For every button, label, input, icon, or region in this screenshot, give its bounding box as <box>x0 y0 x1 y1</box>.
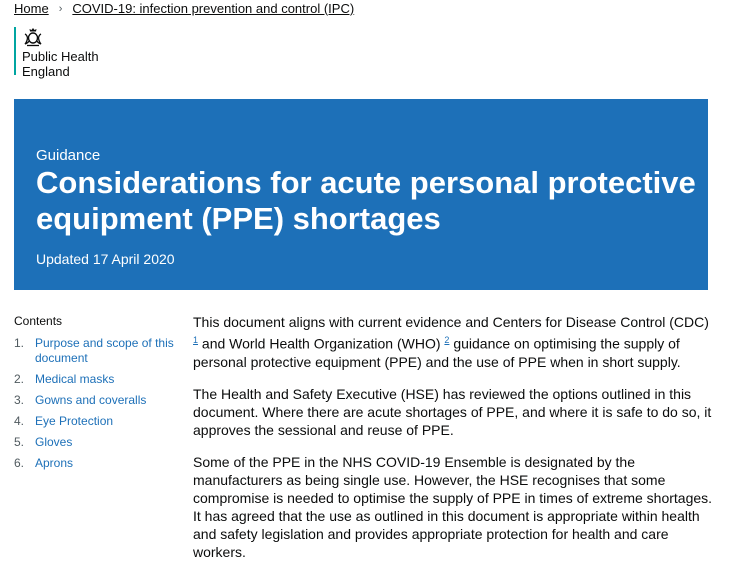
organisation-logo[interactable] <box>14 27 99 79</box>
page-title: Considerations for acute personal protective equipment (PPE) shortages <box>36 165 696 236</box>
chevron-right-icon: › <box>58 2 63 15</box>
breadcrumb-current-link[interactable]: COVID-19: infection prevention and control (IPC) <box>72 1 355 16</box>
list-item: 2. Medical masks <box>14 372 174 387</box>
breadcrumb-home-link[interactable]: Home <box>14 1 49 16</box>
footnote-link-2[interactable]: 2 <box>444 335 450 345</box>
paragraph-hse: The Health and Safety Executive (HSE) has reviewed the options outlined in this document. Where there are acute shortages of PPE, and where it is safe to do so, it approves the sessional and reuse of PPE. <box>193 385 712 438</box>
list-item: 6. Aprons <box>14 456 174 471</box>
title-banner <box>14 99 708 290</box>
paragraph-single-use: Some of the PPE in the NHS COVID-19 Ensemble is designated by the manufacturers as being single use. However, the HSE recognises that some compromise is needed to optimise the supply of PPE in times of extreme shortages. It has agreed that the use as outlined in this document is appropriate within health and safety legislation and provides appropriate protection for health and care workers. <box>193 453 713 560</box>
contents-link-gowns[interactable]: Gowns and coveralls <box>35 393 147 407</box>
contents-link-medical-masks[interactable]: Medical masks <box>35 372 115 386</box>
list-item: 5. Gloves <box>14 435 174 450</box>
list-item: 3. Gowns and coveralls <box>14 393 174 408</box>
body-content <box>193 313 713 575</box>
organisation-name-line1: Public Health <box>22 49 99 64</box>
footnote-link-1[interactable]: 1 <box>193 335 199 345</box>
paragraph-intro: This document aligns with current evidence and Centers for Disease Control (CDC) $^1$ and World Health Organization (WHO) $^2$ guidance on optimising the supply of personal protective equipment (PPE) and the use of PPE when in short supply. <box>193 314 709 370</box>
contents-link-aprons[interactable]: Aprons <box>35 456 74 470</box>
list-item: 4. Eye Protection <box>14 414 174 429</box>
contents-title: Contents <box>14 314 63 328</box>
list-item: 1. Purpose and scope of this document <box>14 336 174 365</box>
breadcrumb <box>14 1 354 16</box>
updated-date: Updated 17 April 2020 <box>36 251 175 267</box>
document-type: Guidance <box>36 147 101 164</box>
organisation-name-line2: England <box>22 64 70 79</box>
contents-link-purpose[interactable]: Purpose and scope of this document <box>35 336 174 365</box>
contents-link-eye-protection[interactable]: Eye Protection <box>35 414 114 428</box>
contents-link-gloves[interactable]: Gloves <box>35 435 73 449</box>
royal-crest-icon <box>22 27 44 47</box>
contents-list <box>14 314 174 477</box>
